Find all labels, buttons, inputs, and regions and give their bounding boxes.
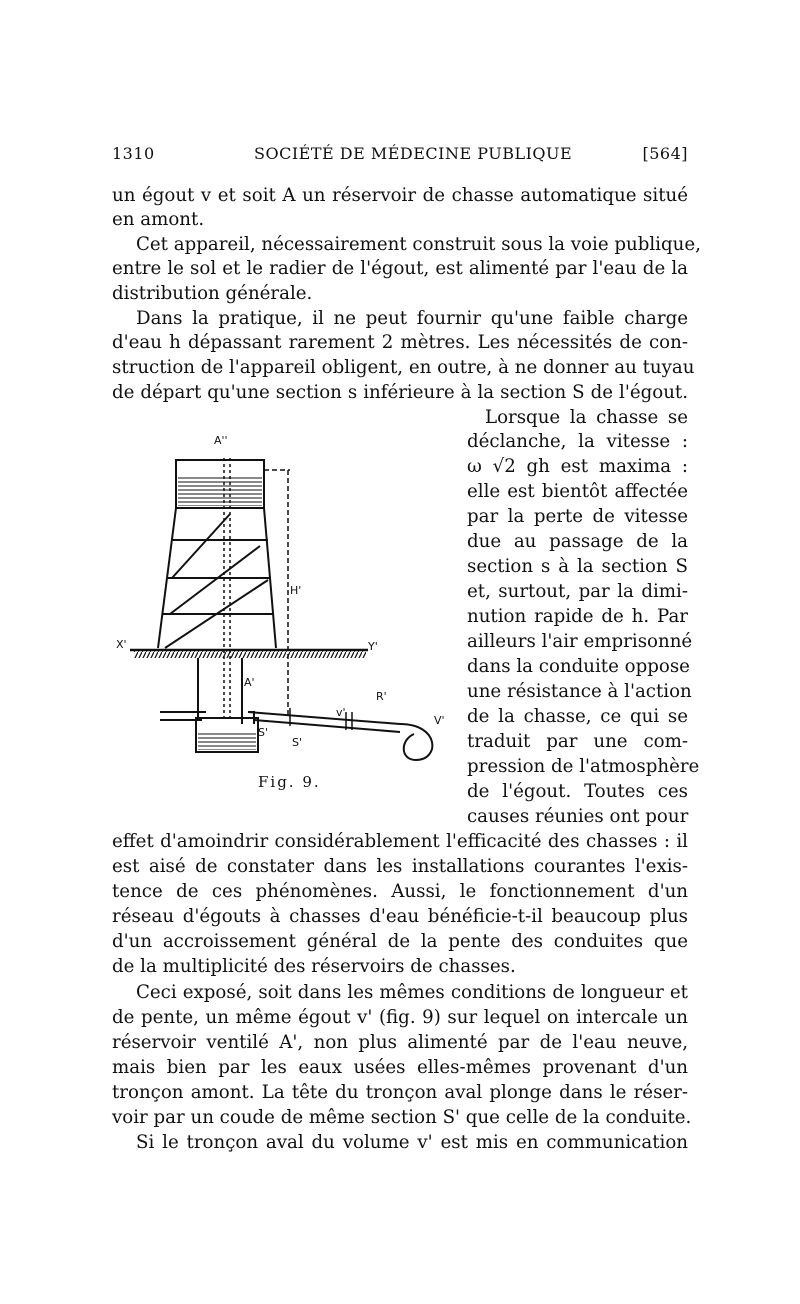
side-text-line: due au passage de la xyxy=(467,531,688,552)
label-a-prime: A' xyxy=(244,676,255,689)
side-text-line: section s à la section S xyxy=(467,556,688,577)
text-line: entre le sol et le radier de l'égout, est alimenté par l'eau de la xyxy=(112,258,688,279)
text-line: d'eau h dépassant rarement 2 mètres. Les nécessités de con- xyxy=(112,332,688,353)
label-v-prime: v' xyxy=(336,706,346,719)
text-line: de la multiplicité des réservoirs de chasses. xyxy=(112,956,516,977)
text-line: effet d'amoindrir considérablement l'efficacité des chasses : il xyxy=(112,831,688,852)
text-line: Dans la pratique, il ne peut fournir qu'une faible charge xyxy=(136,308,688,329)
text-line: Si le tronçon aval du volume v' est mis en communication xyxy=(136,1132,688,1153)
side-text-line: ailleurs l'air emprisonné xyxy=(467,631,693,652)
side-text-line: elle est bientôt affectée xyxy=(467,481,688,502)
text-line: distribution générale. xyxy=(112,283,313,304)
side-text-line: causes réunies ont pour xyxy=(467,806,689,827)
side-text-line: ω √2 gh est maxima : xyxy=(467,456,688,477)
page-bracket: [564] xyxy=(642,144,688,163)
text-line: réseau d'égouts à chasses d'eau bénéficie-t-il beaucoup plus xyxy=(112,906,688,927)
text-line: tronçon amont. La tête du tronçon aval plonge dans le réser- xyxy=(112,1082,688,1103)
label-s-big: S' xyxy=(292,736,303,749)
page-number: 1310 xyxy=(112,144,155,163)
side-text-line: et, surtout, par la dimi- xyxy=(467,581,688,602)
figure-caption: Fig. 9. xyxy=(258,773,321,791)
side-text-line: de la chasse, ce qui se xyxy=(467,706,688,727)
text-line: mais bien par les eaux usées elles-mêmes provenant d'un xyxy=(112,1057,688,1078)
text-line: en amont. xyxy=(112,209,205,230)
side-text-line: nution rapide de h. Par xyxy=(467,606,688,627)
side-text-line: déclanche, la vitesse : xyxy=(467,431,688,452)
label-v-cap: V' xyxy=(434,714,445,727)
label-a-top: A'' xyxy=(214,434,228,447)
text-line: Cet appareil, nécessairement construit sous la voie publique, xyxy=(136,234,701,255)
text-line: de pente, un même égout v' (fig. 9) sur lequel on intercale un xyxy=(112,1007,688,1028)
text-line: voir par un coude de même section S' que celle de la conduite. xyxy=(112,1107,692,1128)
figure-9-diagram xyxy=(110,428,462,778)
text-line: de départ qu'une section s inférieure à la section S de l'égout. xyxy=(112,382,688,403)
text-line: un égout v et soit A un réservoir de chasse automatique situé xyxy=(112,185,688,206)
label-s-small: S' xyxy=(258,726,269,739)
text-line: tence de ces phénomènes. Aussi, le fonctionnement d'un xyxy=(112,881,688,902)
tank-water xyxy=(178,476,262,506)
side-text-line: de l'égout. Toutes ces xyxy=(467,781,688,802)
text-line: est aisé de constater dans les installations courantes l'exis- xyxy=(112,856,688,877)
page-header xyxy=(112,144,688,170)
label-y-prime: Y' xyxy=(368,640,378,653)
text-line: struction de l'appareil obligent, en outre, à ne donner au tuyau xyxy=(112,357,695,378)
label-h-prime: H' xyxy=(290,584,302,597)
side-text-line: pression de l'atmosphère xyxy=(467,756,700,777)
side-text-line: dans la conduite oppose xyxy=(467,656,690,677)
side-text-line: par la perte de vitesse xyxy=(467,506,688,527)
text-line: Ceci exposé, soit dans les mêmes conditions de longueur et xyxy=(136,982,688,1003)
text-line: d'un accroissement général de la pente des conduites que xyxy=(112,931,688,952)
side-text-line: traduit par une com- xyxy=(467,731,688,752)
side-text-line: Lorsque la chasse se xyxy=(485,407,688,428)
side-text-line: une résistance à l'action xyxy=(467,681,692,702)
text-line: réservoir ventilé A', non plus alimenté par de l'eau neuve, xyxy=(112,1032,688,1053)
running-title: SOCIÉTÉ DE MÉDECINE PUBLIQUE xyxy=(254,144,573,163)
label-x-prime: X' xyxy=(116,638,127,651)
label-r-prime: R' xyxy=(376,690,387,703)
